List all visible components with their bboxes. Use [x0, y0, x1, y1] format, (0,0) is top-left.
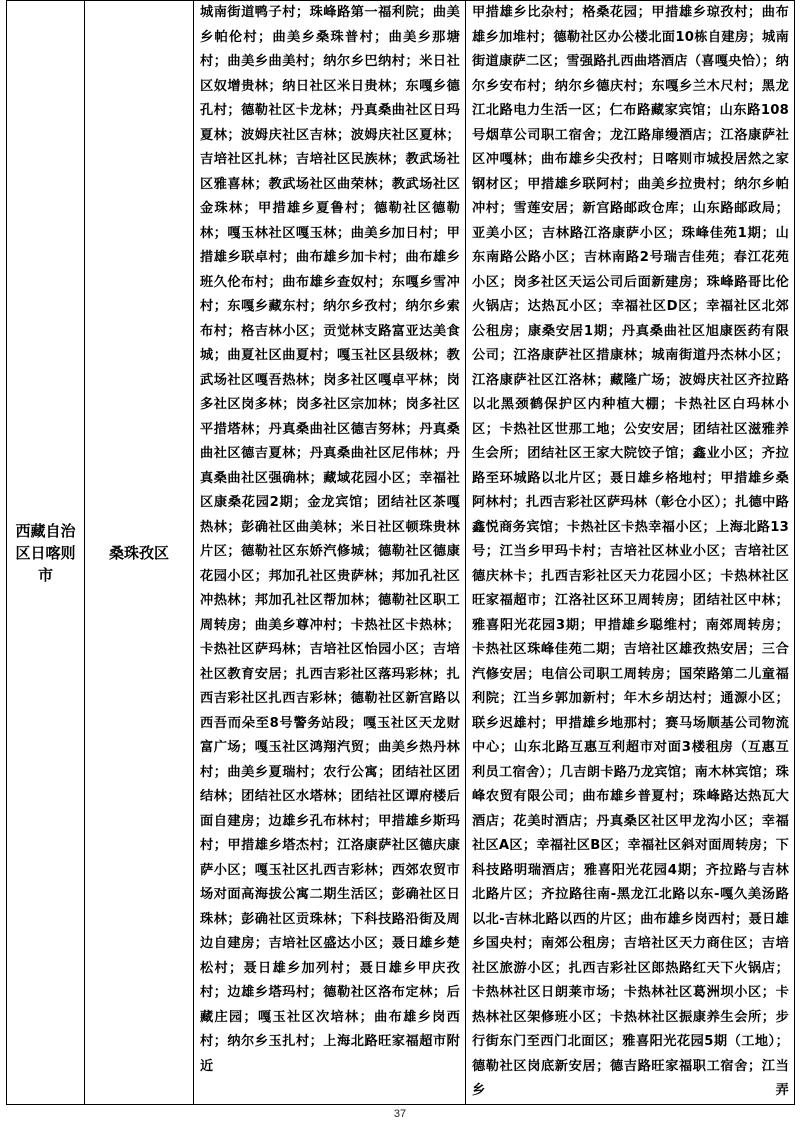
area-list-cell-2: [466, 1, 795, 1105]
page-number: 37: [393, 1108, 407, 1120]
table-row: [7, 1, 795, 1105]
area-list-text-1: 城南街道鸭子村；珠峰路第一福利院；曲美乡帕伦村；曲美乡桑珠普村；曲美乡那塘村；曲美乡曲美村；纳尔乡巴纳村；米日社区奴增贵林；纳日社区米日贵林；东嘎乡德孔村；德勒社区卡龙林；丹真桑曲社区日玛夏林；波姆庆社区吉林；波姆庆社区夏林；吉培社区扎林；吉培社区民族林；教武场社区雅喜林；教武场社区曲荣林；教武场社区金珠林；甲措雄乡夏鲁村；德勒社区德勒林；嘎玉林社区嘎玉林；曲美乡加日村；甲措雄乡联卓村；曲布雄乡加卡村；曲布雄乡班久伦布村；曲布雄乡查奴村；东嘎乡雪冲村；东嘎乡藏东村；纳尔乡孜村；纳尔乡索布村；格吉林小区；贡觉林支路富亚达美食城；曲夏社区曲夏村；嘎玉社区县级林；教武场社区嘎吾热林；岗多社区嘎卓平林；岗多社区岗多林；岗多社区宗加林；岗多社区平措塔林；丹真桑曲社区德吉努林；丹真桑曲社区德吉夏林；丹真桑曲社区尼伟林；丹真桑曲社区强确林；藏域花园小区；幸福社区康桑花园2期；金龙宾馆；团结社区茶嘎热林；彭确社区曲美林；米日社区顿珠贵林片区；德勒社区东娇汽修城；德勒社区德康花园小区；邦加孔社区贵萨林；邦加孔社区冲热林；邦加孔社区帮加林；德勒社区职工周转房；曲美乡尊冲村；卡热社区卡热林；卡热社区萨玛林；吉培社区怡园小区；吉培社区教育安居；扎西吉彩社区落玛彩林；扎西吉彩社区扎西吉彩林；德勒社区新宫路以西吾而朵至8号警务站段；嘎玉社区天龙财富广场；嘎玉社区鸿翔汽贸；曲美乡热丹林村；曲美乡夏瑞村；农行公寓；团结社区团结林；团结社区水塔林；团结社区谭府楼后面自建房；边雄乡孔布林村；甲措雄乡斯玛村；甲措雄乡塔杰村；江洛康萨社区德庆康萨小区；嘎玉社区扎西吉彩林；西郊农贸市场对面高海拔公寓二期生活区；彭确社区日珠林；彭确社区贡珠林；下科技路沿街及周边自建房；吉培社区盛达小区；聂日雄乡楚松村；聂日雄乡加列村；聂日雄乡甲庆孜村；边雄乡塔玛村；德勒社区洛布定林；后藏庄园；嘎玉社区次培林；曲布雄乡岗西村；纳尔乡玉扎村；上海北路旺家福超市附近: [200, 5, 460, 1074]
area-list-cell-1: [194, 1, 466, 1105]
region-name: 西藏自治区日喀则市: [15, 521, 76, 584]
risk-area-table: [6, 0, 795, 1105]
district-cell: [85, 1, 194, 1105]
region-cell: [7, 1, 85, 1105]
area-list-text-2: 甲措雄乡比杂村；格桑花园；甲措雄乡琼孜村；曲布雄乡加堆村；德勒社区办公楼北面10栋自建房；城南街道康萨二区；雪强路扎西曲塔酒店（喜嘎央恰）；纳尔乡安布村；纳尔乡德庆村；东嘎乡兰木尺村；黑龙江北路电力生活一区；仁布路藏家宾馆；山东路108号烟草公司职工宿舍；龙江路扉缦酒店；江洛康萨社区冲嘎林；曲布雄乡尖孜村；日喀则市城投居然之家钢材区；甲措雄乡联阿村；曲美乡拉贵村；纳尔乡帕冲村；雪莲安居；新宫路邮政仓库；山东路邮政局；亚美小区；吉林路江洛康萨小区；珠峰佳苑1期；山东南路公路小区；吉林南路2号瑞吉佳苑；春江花苑小区；岗多社区天运公司后面新建房；珠峰路哥比伦火锅店；达热瓦小区；幸福社区D区；幸福社区北郊公租房；康桑安居1期；丹真桑曲社区旭康医药有限公司；江洛康萨社区措康林；城南街道丹杰林小区；江洛康萨社区江洛林；藏隆广场；波姆庆社区齐拉路以北黑颈鹤保护区内种植大棚；卡热社区白玛林小区；卡热社区世那工地；公安安居；团结社区滋雅养生会所；团结社区王家大院饺子馆；鑫业小区；齐拉路至环城路以北片区；聂日雄乡格地村；甲措雄乡桑阿林村；扎西吉彩社区萨玛林（彰仓小区）；扎德中路鑫悦商务宾馆；卡热社区卡热幸福小区；上海北路13号；江当乡甲玛卡村；吉培社区林业小区；吉培社区德庆林卡；扎西吉彩社区天力花园小区；卡热林社区旺家福超市；江洛社区环卫周转房；团结社区中林；雅喜阳光花园3期；甲措雄乡聪维村；南郊周转房；卡热社区珠峰佳苑二期；吉培社区雄孜热安居；三合汽修安居；电信公司职工周转房；国荣路第二儿童福利院；江当乡郭加新村；年木乡胡达村；通源小区；联乡迟雄村；甲措雄乡地那村；赛马场顺基公司物流中心；山东北路互惠互利超市对面3楼租房（互惠互利员工宿舍）；几吉朗卡路乃龙宾馆；南木林宾馆；珠峰农贸有限公司；曲布雄乡普夏村；珠峰路达热瓦大酒店；花美时酒店；丹真桑区社区甲龙沟小区；幸福社区A区；幸福社区B区；幸福社区斜对面周转房；下科技路明瑞酒店；雅喜阳光花园4期；齐拉路与吉林北路片区；齐拉路往南-黑龙江北路以东-嘎久美汤路以北-吉林北路以西的片区；曲布雄乡岗西村；聂日雄乡国央村；南郊公租房；吉培社区天力商住区；吉培社区旅游小区；扎西吉彩社区郎热路红天下火锅店；卡热林社区日朗莱市场；卡热林社区葛洲坝小区；卡热林社区架修班小区；卡热林社区振康养生会所；步行街东门至西门北面区；雅喜阳光花园5期（工地）；德勒社区岗底新安居；德吉路旺家福职工宿舍；江当乡弄: [472, 5, 789, 1098]
district-name: 桑珠孜区: [108, 543, 169, 562]
